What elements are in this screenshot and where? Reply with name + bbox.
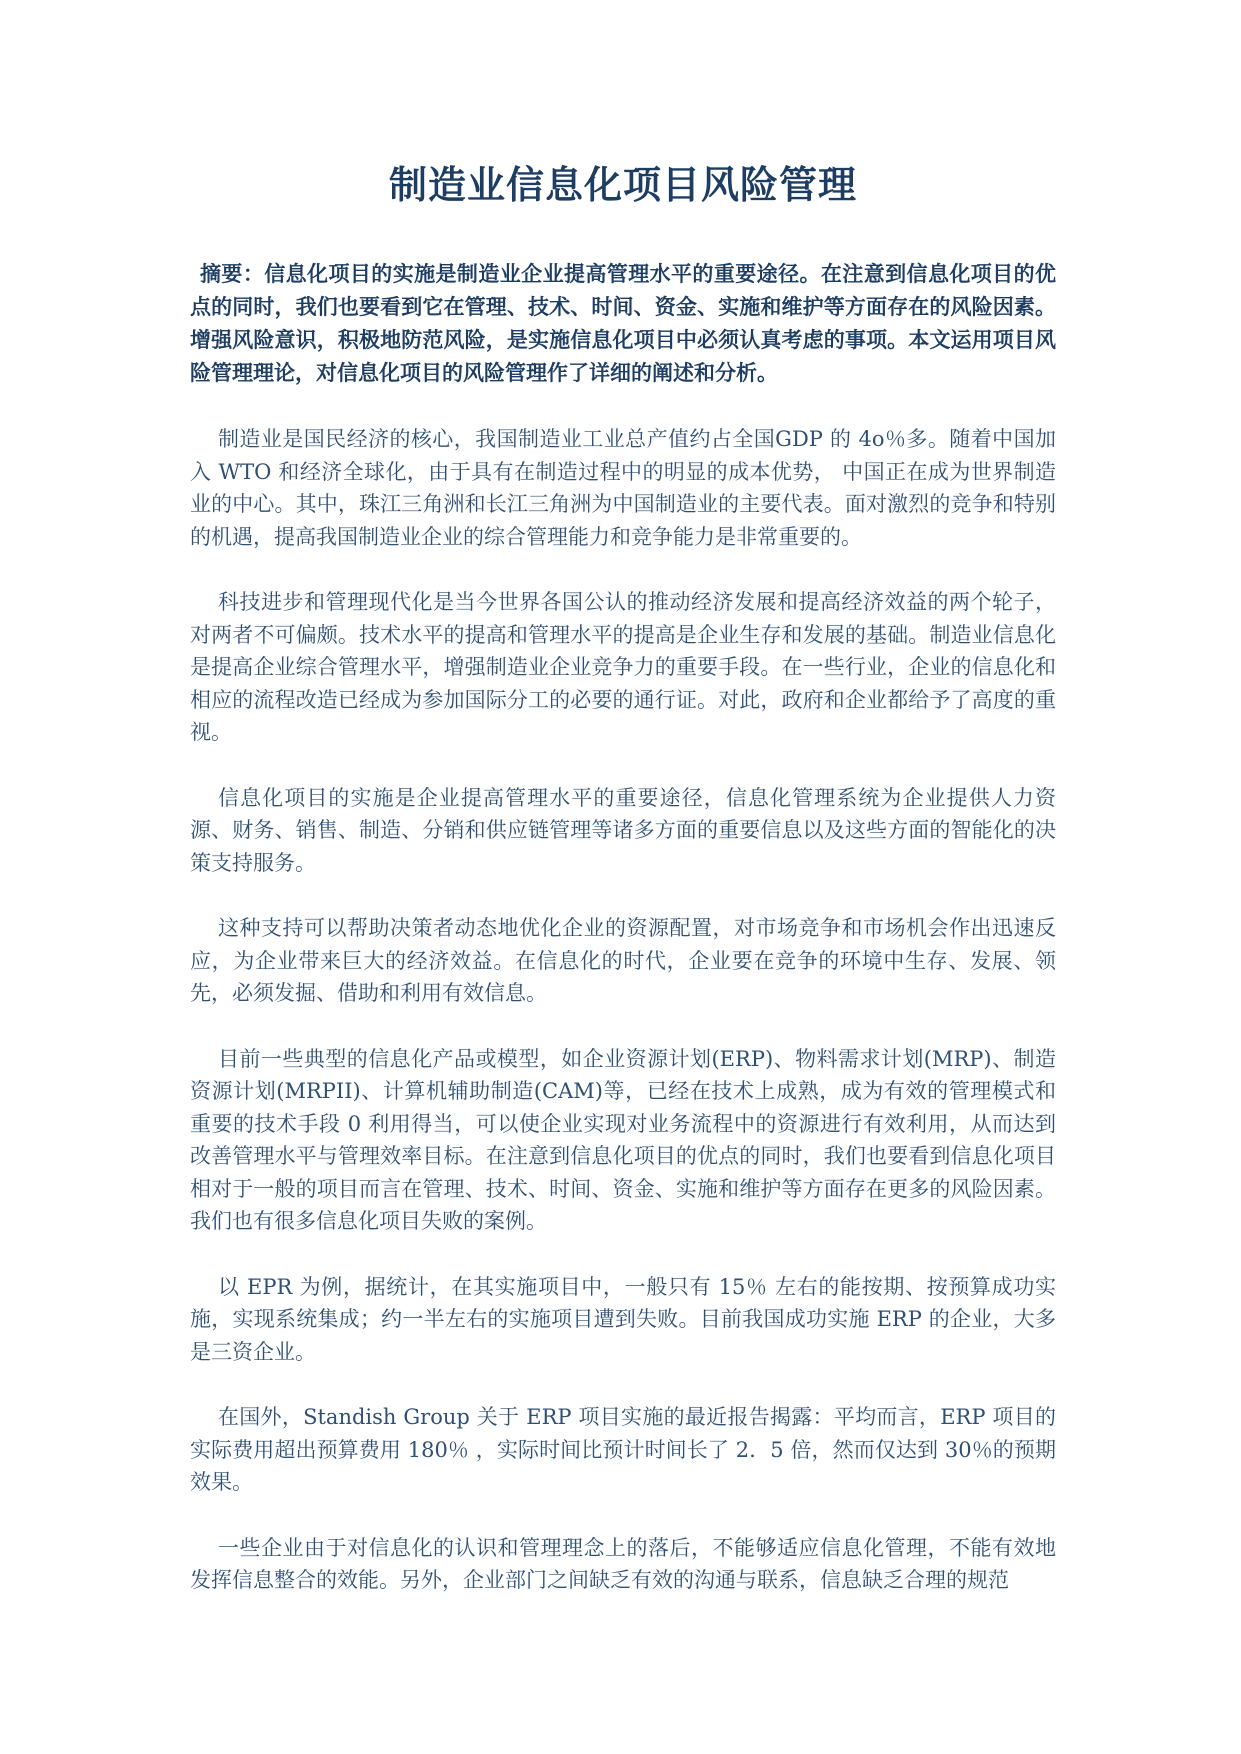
- document-body: [190, 150, 1056, 1630]
- body-paragraph-2: 科技进步和管理现代化是当今世界各国公认的推动经济发展和提高经济效益的两个轮子，对两者不可偏颇。技术水平的提高和管理水平的提高是企业生存和发展的基础。制造业信息化是提高企业综合管理水平，增强制造业企业竞争力的重要手段。在一些行业，企业的信息化和相应的流程改造已经成为参加国际分工的必要的通行证。对此，政府和企业都给予了高度的重视。: [190, 590, 1056, 745]
- body-paragraph-5: 目前一些典型的信息化产品或模型，如企业资源计划(ERP)、物料需求计划(MRP)、制造资源计划(MRPII)、计算机辅助制造(CAM)等，已经在技术上成熟，成为有效的管理模式和重要的技术手段 0 利用得当，可以使企业实现对业务流程中的资源进行有效利用，从而达到改善管理水平与管理效率目标。在注意到信息化项目的优点的同时，我们也要看到信息化项目相对于一般的项目而言在管理、技术、时间、资金、实施和维护等方面存在更多的风险因素。我们也有很多信息化项目失败的案例。: [190, 1046, 1056, 1234]
- document-title: 制造业信息化项目风险管理: [388, 162, 857, 207]
- body-paragraph-3: 信息化项目的实施是企业提高管理水平的重要途径，信息化管理系统为企业提供人力资源、财务、销售、制造、分销和供应链管理等诸多方面的重要信息以及这些方面的智能化的决策支持服务。: [190, 785, 1056, 875]
- body-paragraph-6: 以 EPR 为例，据统计，在其实施项目中，一般只有 15％ 左右的能按期、按预算成功实施，实现系统集成；约一半左右的实施项目遭到失败。目前我国成功实施 ERP 的企业，大多是三资企业。: [190, 1274, 1056, 1364]
- body-paragraph-1: 制造业是国民经济的核心，我国制造业工业总产值约占全国GDP 的 4o％多。随着中国加入 WTO 和经济全球化，由于具有在制造过程中的明显的成本优势， 中国正在成为世界制造业的中心。其中，珠江三角洲和长江三角洲为中国制造业的主要代表。面对激烈的竞争和特别的机遇，提高我国制造业企业的综合管理能力和竞争能力是非常重要的。: [190, 427, 1056, 549]
- body-paragraph-7: 在国外，Standish Group 关于 ERP 项目实施的最近报告揭露：平均而言，ERP 项目的实际费用超出预算费用 180％ ，实际时间比预计时间长了 2．5 倍，然而仅达到 30％的预期效果。: [190, 1405, 1056, 1495]
- body-paragraph-4: 这种支持可以帮助决策者动态地优化企业的资源配置，对市场竞争和市场机会作出迅速反应，为企业带来巨大的经济效益。在信息化的时代，企业要在竞争的环境中生存、发展、领先，必须发掘、借助和利用有效信息。: [190, 916, 1056, 1006]
- abstract-paragraph: 摘要：信息化项目的实施是制造业企业提高管理水平的重要途径。在注意到信息化项目的优点的同时，我们也要看到它在管理、技术、时间、资金、实施和维护等方面存在的风险因素。增强风险意识，积极地防范风险，是实施信息化项目中必须认真考虑的事项。本文运用项目风险管理理论，对信息化项目的风险管理作了详细的阐述和分析。: [190, 261, 1056, 386]
- body-paragraph-8: 一些企业由于对信息化的认识和管理理念上的落后，不能够适应信息化管理，不能有效地发挥信息整合的效能。另外，企业部门之间缺乏有效的沟通与联系，信息缺乏合理的规范: [190, 1535, 1056, 1593]
